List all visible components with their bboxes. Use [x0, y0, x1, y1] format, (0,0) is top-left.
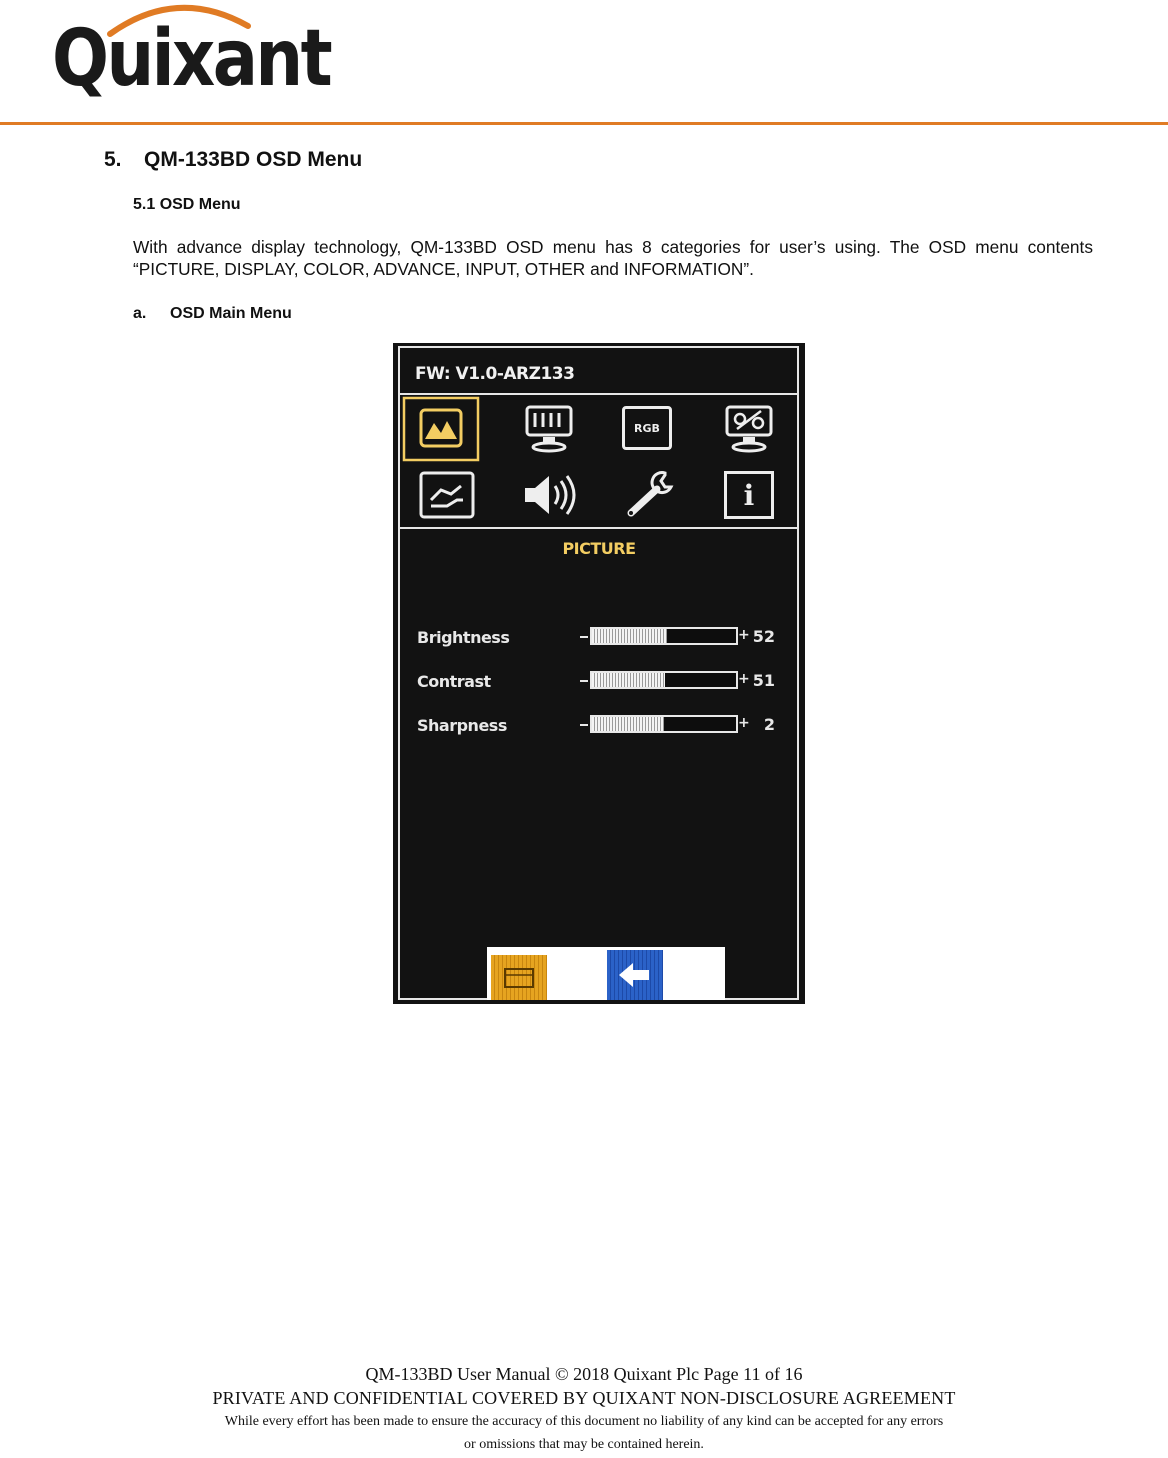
footer-disclaimer: While every effort has been made to ensure the accuracy of this document no liability of any kind can be accepted for any errors [224, 1414, 944, 1429]
osd-key-hints [487, 947, 725, 1000]
brightness-label: Brightness [417, 628, 510, 647]
contrast-level [592, 673, 665, 687]
info-label: i [743, 478, 755, 512]
contrast-value: 51 [752, 671, 775, 690]
rgb-label: RGB [634, 421, 660, 435]
item-heading [133, 305, 292, 323]
osd-menu-photo [393, 343, 805, 1004]
footer-disclaimer-cont: or omissions that may be contained herein. [464, 1437, 704, 1452]
back-arrow-icon [607, 950, 663, 1000]
brightness-plus[interactable]: + [738, 627, 750, 643]
item-letter: a. [133, 305, 147, 322]
section-title: QM-133BD OSD Menu [144, 148, 363, 171]
osd-divider [398, 527, 799, 529]
osd-section-title: PICTURE [562, 539, 636, 558]
sharpness-value: 2 [763, 715, 775, 734]
sharpness-minus[interactable] [580, 724, 588, 726]
display-icon[interactable] [521, 403, 577, 455]
exit-icon [491, 955, 547, 1000]
sharpness-label: Sharpness [417, 716, 507, 735]
input-icon[interactable] [417, 470, 477, 520]
information-icon[interactable] [724, 471, 774, 519]
intro-paragraph: With advance display technology, QM-133BD OSD menu has 8 categories for user’s using. The OSD menu contents “PICTURE, DISPLAY, COLOR, ADVANCE, INPUT, OTHER and INFORMATION”. [133, 237, 1093, 279]
sharpness-plus[interactable]: + [738, 715, 750, 731]
audio-icon[interactable] [519, 470, 579, 520]
brightness-level [592, 629, 667, 643]
section-heading [104, 148, 362, 172]
sharpness-slider[interactable] [590, 715, 738, 733]
color-rgb-icon[interactable] [622, 406, 672, 450]
contrast-label: Contrast [417, 672, 491, 691]
other-wrench-icon[interactable] [621, 467, 677, 523]
advance-icon[interactable] [721, 403, 777, 455]
quixant-logo: Quixant [52, 14, 331, 104]
contrast-plus[interactable]: + [738, 671, 750, 687]
header-rule [0, 122, 1168, 125]
exit-button[interactable] [491, 955, 547, 1000]
back-button[interactable] [607, 950, 663, 1000]
osd-firmware-version: FW: V1.0-ARZ133 [415, 364, 575, 384]
footer-copyright: QM-133BD User Manual © 2018 Quixant Plc Page 11 of 16 [365, 1364, 803, 1384]
brightness-slider[interactable] [590, 627, 738, 645]
brightness-minus[interactable] [580, 636, 588, 638]
brightness-value: 52 [752, 627, 775, 646]
footer-confidential: PRIVATE AND CONFIDENTIAL COVERED BY QUIXANT NON-DISCLOSURE AGREEMENT [212, 1388, 956, 1408]
section-number: 5. [104, 148, 122, 171]
contrast-slider[interactable] [590, 671, 738, 689]
contrast-minus[interactable] [580, 680, 588, 682]
sharpness-level [592, 717, 664, 731]
subsection-heading: 5.1 OSD Menu [133, 196, 241, 213]
picture-icon[interactable] [401, 395, 481, 463]
item-title: OSD Main Menu [170, 305, 292, 322]
